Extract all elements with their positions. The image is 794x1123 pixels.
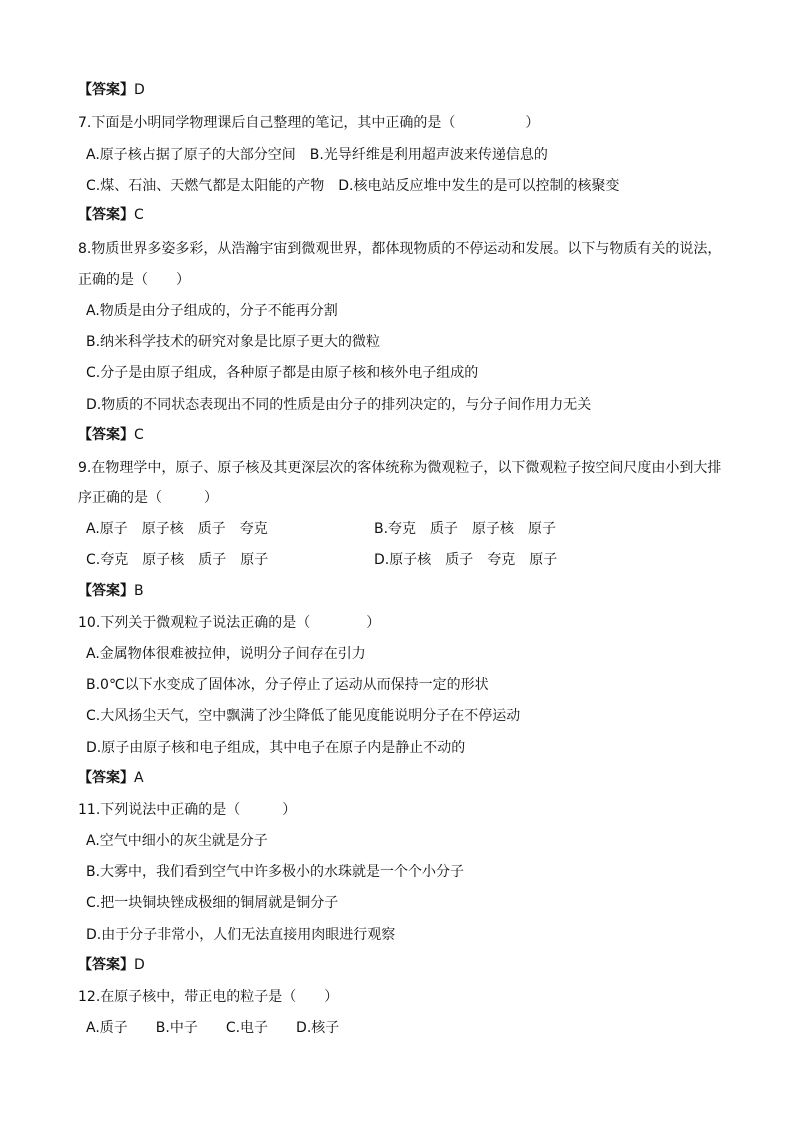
q9-option-c: C.夸克 原子核 质子 原子 xyxy=(86,552,269,568)
answer-value: A xyxy=(134,770,144,786)
answer-label: 【答案】 xyxy=(78,82,134,98)
answer-label: 【答案】 xyxy=(78,207,134,223)
q10-stem: 10.下列关于微观粒子说法正确的是（ ） xyxy=(78,615,381,631)
q10-option-b: B.0℃以下水变成了固体冰，分子停止了运动从而保持一定的形状 xyxy=(86,677,489,693)
q7-options-ab: A.原子核占据了原子的大部分空间 B.光导纤维是利用超声波来传递信息的 xyxy=(86,147,548,163)
q11-option-b: B.大雾中，我们看到空气中许多极小的水珠就是一个个小分子 xyxy=(86,864,465,880)
q11-option-a: A.空气中细小的灰尘就是分子 xyxy=(86,833,268,849)
q9-option-b: B.夸克 质子 原子核 原子 xyxy=(374,521,557,537)
answer-value: D xyxy=(134,957,145,973)
q8-option-d: D.物质的不同状态表现出不同的性质是由分子的排列决定的，与分子间作用力无关 xyxy=(86,397,592,413)
answer-value: C xyxy=(134,207,144,223)
q8-option-b: B.纳米科学技术的研究对象是比原子更大的微粒 xyxy=(86,334,381,350)
q8-option-c: C.分子是由原子组成，各种原子都是由原子核和核外电子组成的 xyxy=(86,365,479,381)
q11-stem: 11.下列说法中正确的是（ ） xyxy=(78,802,297,818)
q8-stem-line1: 8.物质世界多姿多彩，从浩瀚宇宙到微观世界，都体现物质的不停运动和发展。以下与物质有关的说法， xyxy=(78,241,722,257)
answer-label: 【答案】 xyxy=(78,770,134,786)
q6-answer xyxy=(78,80,145,100)
answer-label: 【答案】 xyxy=(78,957,134,973)
q10-option-d: D.原子由原子核和电子组成，其中电子在原子内是静止不动的 xyxy=(86,740,466,756)
q9-stem-line1: 9.在物理学中，原子、原子核及其更深层次的客体统称为微观粒子，以下微观粒子按空间尺度由小到大排 xyxy=(78,460,722,476)
q9-stem-line2: 序正确的是（ ） xyxy=(78,490,218,506)
q7-stem: 7.下面是小明同学物理课后自己整理的笔记，其中正确的是（ ） xyxy=(78,115,540,131)
q12-stem: 12.在原子核中，带正电的粒子是（ ） xyxy=(78,989,339,1005)
q8-answer xyxy=(78,425,144,445)
q9-option-d: D.原子核 质子 夸克 原子 xyxy=(374,552,558,568)
q11-option-c: C.把一块铜块锉成极细的铜屑就是铜分子 xyxy=(86,895,339,911)
q9-answer xyxy=(78,581,144,601)
q7-options-cd: C.煤、石油、天燃气都是太阳能的产物 D.核电站反应堆中发生的是可以控制的核聚变 xyxy=(86,178,620,194)
q10-answer xyxy=(78,768,144,788)
q8-stem-line2: 正确的是（ ） xyxy=(78,272,190,288)
answer-value: C xyxy=(134,427,144,443)
q7-answer xyxy=(78,205,144,225)
q12-options: A.质子 B.中子 C.电子 D.核子 xyxy=(86,1020,340,1036)
answer-value: D xyxy=(134,82,145,98)
answer-label: 【答案】 xyxy=(78,427,134,443)
q8-option-a: A.物质是由分子组成的，分子不能再分割 xyxy=(86,303,338,319)
q9-option-a: A.原子 原子核 质子 夸克 xyxy=(86,521,268,537)
answer-value: B xyxy=(134,583,144,599)
q11-answer xyxy=(78,955,145,975)
answer-label: 【答案】 xyxy=(78,583,134,599)
q11-option-d: D.由于分子非常小，人们无法直接用肉眼进行观察 xyxy=(86,927,396,943)
q10-option-a: A.金属物体很难被拉伸，说明分子间存在引力 xyxy=(86,646,366,662)
q10-option-c: C.大风扬尘天气，空中飘满了沙尘降低了能见度能说明分子在不停运动 xyxy=(86,708,521,724)
